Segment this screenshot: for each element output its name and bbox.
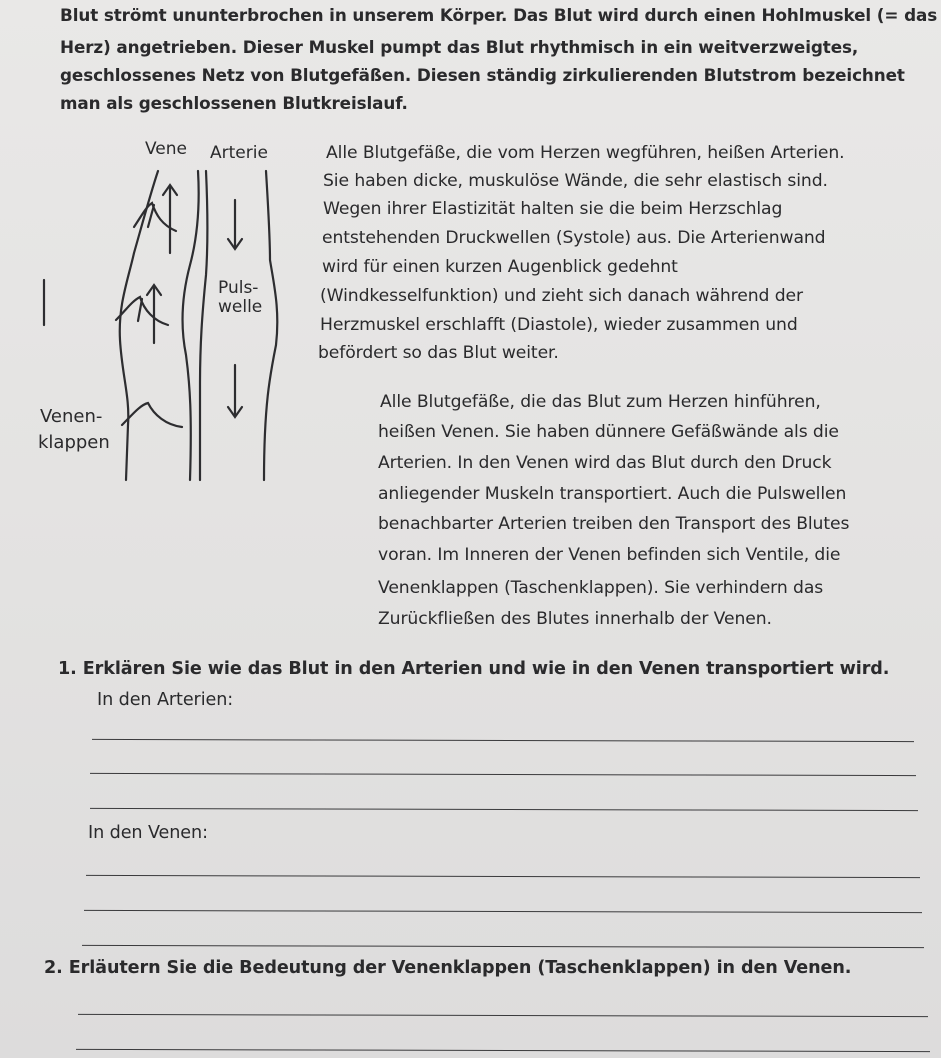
veins-line: heißen Venen. Sie haben dünnere Gefäßwände als die <box>378 422 839 442</box>
label-vene: Vene <box>145 139 188 159</box>
arteries-line: Wegen ihrer Elastizität halten sie die beim Herzschlag <box>323 199 783 219</box>
veins-line: Arterien. In den Venen wird das Blut durch den Druck <box>378 453 832 473</box>
label-arterie: Arterie <box>210 143 268 163</box>
arteries-line: befördert so das Blut weiter. <box>318 343 559 363</box>
label-venenklappen-1: Venen- <box>40 406 103 427</box>
answer-line-veins-1[interactable] <box>86 875 920 878</box>
answer-line-arteries-1[interactable] <box>92 739 914 742</box>
arteries-line: wird für einen kurzen Augenblick gedehnt <box>322 257 678 277</box>
arteries-line: entstehenden Druckwellen (Systole) aus. Die Arterienwand <box>322 228 826 248</box>
arteries-line: Sie haben dicke, muskulöse Wände, die sehr elastisch sind. <box>323 171 828 191</box>
veins-line: anliegender Muskeln transportiert. Auch die Pulswellen <box>378 484 847 504</box>
intro-line: Blut strömt ununterbrochen in unserem Körper. Das Blut wird durch einen Hohlmuskel (= das <box>60 5 938 25</box>
task2-question: 2. Erläutern Sie die Bedeutung der Venenklappen (Taschenklappen) in den Venen. <box>44 958 852 978</box>
intro-line: geschlossenes Netz von Blutgefäßen. Diesen ständig zirkulierenden Blutstrom bezeichnet <box>60 65 905 85</box>
answer-line-arteries-3[interactable] <box>90 808 918 811</box>
arteries-line: Alle Blutgefäße, die vom Herzen wegführen, heißen Arterien. <box>326 143 845 163</box>
task1-question: 1. Erklären Sie wie das Blut in den Arterien und wie in den Venen transportiert wird. <box>58 659 890 679</box>
task1-sub-arteries: In den Arterien: <box>97 690 234 710</box>
answer-line-task2-2[interactable] <box>76 1049 930 1052</box>
veins-line: voran. Im Inneren der Venen befinden sich Ventile, die <box>378 545 841 565</box>
veins-line: Venenklappen (Taschenklappen). Sie verhindern das <box>378 578 824 598</box>
label-pulswelle-1: Puls- <box>218 278 259 298</box>
veins-line: benachbarter Arterien treiben den Transport des Blutes <box>378 514 850 534</box>
intro-line: man als geschlossenen Blutkreislauf. <box>60 93 408 113</box>
answer-line-veins-3[interactable] <box>82 945 924 948</box>
veins-line: Alle Blutgefäße, die das Blut zum Herzen hinführen, <box>380 392 821 412</box>
intro-line: Herz) angetrieben. Dieser Muskel pumpt das Blut rhythmisch in ein weitverzweigtes, <box>60 37 859 57</box>
label-pulswelle-2: welle <box>218 297 263 317</box>
task1-sub-veins: In den Venen: <box>88 823 208 843</box>
answer-line-task2-1[interactable] <box>78 1014 928 1017</box>
arteries-line: (Windkesselfunktion) und zieht sich danach während der <box>320 286 803 306</box>
arteries-line: Herzmuskel erschlafft (Diastole), wieder zusammen und <box>320 315 798 335</box>
veins-line: Zurückfließen des Blutes innerhalb der Venen. <box>378 609 772 629</box>
label-venenklappen-2: klappen <box>38 432 110 453</box>
answer-line-arteries-2[interactable] <box>90 773 916 776</box>
answer-line-veins-2[interactable] <box>84 910 922 913</box>
